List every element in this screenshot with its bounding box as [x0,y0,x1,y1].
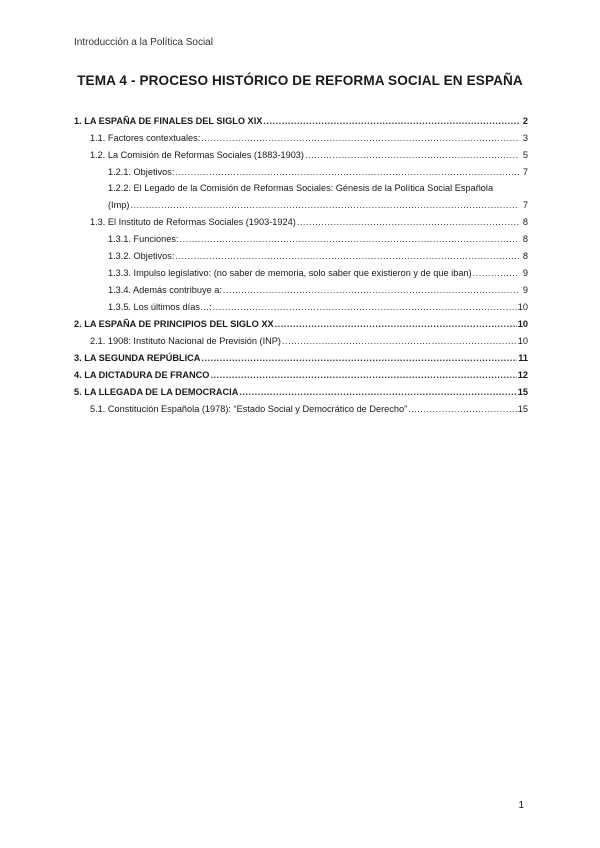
toc-entry-2-1[interactable] [74,332,528,349]
toc-page-number: 8 [522,234,528,244]
toc-page-number: 7 [522,200,528,210]
toc-entry-text: 1.1. Factores contextuales: [90,133,201,143]
toc-leader [282,335,517,347]
toc-entry-text: 1.2.2. El Legado de la Comisión de Reformas Sociales: Génesis de la Política Social Española [108,183,494,193]
toc-entry-text-cont: (Imp) [108,200,130,210]
toc-leader [275,318,517,330]
toc-entry-1-2-1[interactable] [74,163,528,180]
toc-page-number: 15 [517,387,528,397]
toc-entry-text: 1. LA ESPAÑA DE FINALES DEL SIGLO XIX [74,116,263,126]
toc-leader [175,250,519,262]
toc-page-number: 5 [522,150,528,160]
toc-page-number: 9 [522,268,528,278]
toc-page-number: 3 [522,133,528,143]
toc-entry-5[interactable] [74,383,528,400]
toc-entry-text: 1.2.1. Objetivos: [108,167,175,177]
toc-leader [201,352,517,364]
toc-page-number: 8 [522,251,528,261]
toc-page-number: 10 [517,336,528,346]
running-header: Introducción a la Política Social [74,37,213,48]
toc-page-number: 8 [522,217,528,227]
toc-entry-1-3[interactable] [74,213,528,230]
toc-entry-1[interactable] [74,112,528,129]
toc-page-number: 9 [522,285,528,295]
toc-leader [179,233,519,245]
toc-entry-text: 1.3.4. Además contribuye a: [108,285,222,295]
toc-page-number: 12 [517,370,528,380]
toc-entry-1-3-2[interactable] [74,247,528,264]
toc-leader [130,199,519,211]
toc-entry-text: 1.3.3. Impulso legislativo: (no saber de memoria, solo saber que existieron y de que iban) [108,268,472,278]
toc-page-number: 10 [517,302,528,312]
toc-entry-text: 2.1. 1908: Instituto Nacional de Previsión (INP) [90,336,281,346]
toc-leader [175,166,519,178]
page-number: 1 [518,800,524,811]
toc-entry-1-3-3[interactable] [74,264,528,281]
toc-leader [473,267,519,279]
toc-leader [213,301,517,313]
toc-entry-1-3-4[interactable] [74,281,528,298]
toc-entry-1-1[interactable] [74,129,528,146]
toc-leader [210,369,516,381]
toc-entry-1-2-2[interactable] [74,180,528,196]
page-title: TEMA 4 - PROCESO HISTÓRICO DE REFORMA SOCIAL EN ESPAÑA [77,73,523,88]
toc-leader [408,403,517,415]
toc-page-number: 15 [517,404,528,414]
toc-entry-text: 1.3.2. Objetivos: [108,251,175,261]
toc-entry-text: 1.3.1. Funciones: [108,234,179,244]
toc-page-number: 11 [518,353,528,363]
toc-entry-text: 3. LA SEGUNDA REPÚBLICA [74,353,201,363]
toc-entry-2[interactable] [74,315,528,332]
toc-entry-1-2-2-cont[interactable] [74,196,528,213]
toc-leader [223,284,519,296]
toc-entry-text: 1.3. El Instituto de Reformas Sociales (1903-1924) [90,217,296,227]
toc-page-number: 7 [522,167,528,177]
toc-leader [201,132,519,144]
toc-entry-text: 5.1. Constitución Española (1978): “Estado Social y Democrático de Derecho” [90,404,408,414]
toc-leader [239,386,516,398]
toc-entry-5-1[interactable] [74,400,528,417]
toc-leader [263,115,519,127]
toc-entry-text: 4. LA DICTADURA DE FRANCO [74,370,210,380]
toc-leader [297,216,519,228]
table-of-contents [74,112,528,417]
toc-entry-1-2[interactable] [74,146,528,163]
toc-entry-4[interactable] [74,366,528,383]
toc-page-number: 2 [522,116,528,126]
toc-entry-1-3-1[interactable] [74,230,528,247]
toc-entry-1-3-5[interactable] [74,298,528,315]
toc-entry-text: 1.2. La Comisión de Reformas Sociales (1883-1903) [90,150,304,160]
toc-entry-3[interactable] [74,349,528,366]
toc-page-number: 10 [517,319,528,329]
toc-leader [305,149,519,161]
toc-entry-text: 1.3.5. Los últimos días…: [108,302,212,312]
toc-entry-text: 2. LA ESPAÑA DE PRINCIPIOS DEL SIGLO XX [74,319,274,329]
toc-entry-text: 5. LA LLEGADA DE LA DEMOCRACIA [74,387,239,397]
